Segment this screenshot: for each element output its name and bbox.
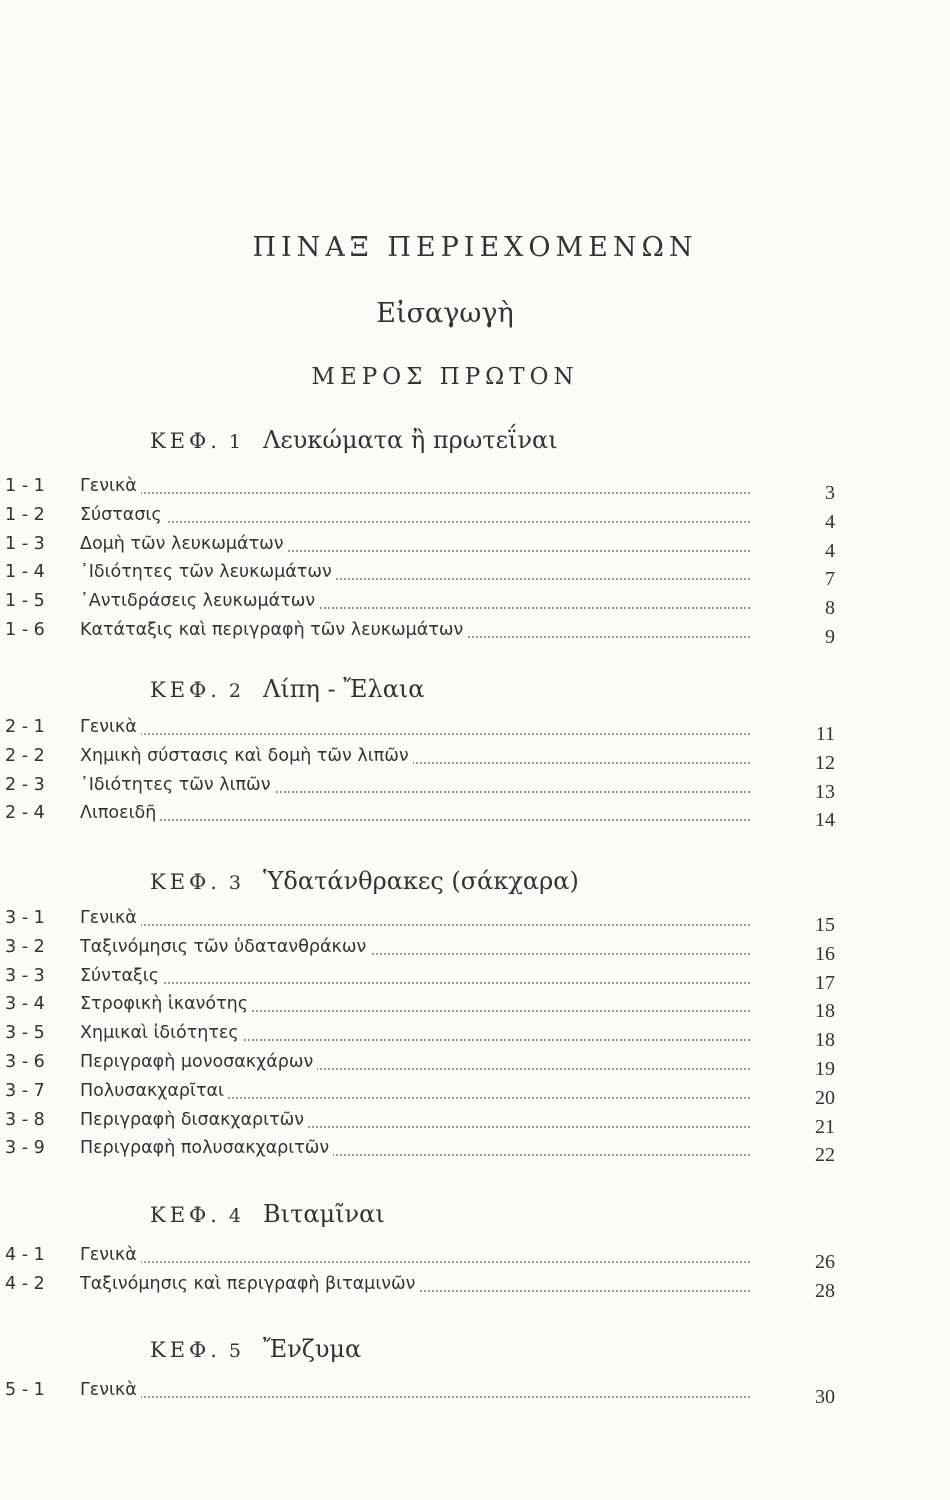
toc-entry	[0, 937, 950, 965]
section-number: 3 - 1	[5, 908, 45, 928]
chapter-title: Βιταμῖναι	[263, 1200, 385, 1228]
section-number: 2 - 4	[5, 803, 45, 824]
dot-leader	[80, 1261, 750, 1263]
section-number: 3 - 4	[5, 994, 45, 1015]
toc-entry	[0, 1380, 950, 1408]
section-title: Περιγραφὴ μονοσακχάρων	[80, 1052, 317, 1072]
chapter-heading	[150, 1200, 385, 1228]
section-number: 3 - 8	[5, 1109, 45, 1130]
toc-entry	[0, 562, 950, 590]
dot-leader	[80, 819, 750, 821]
page-number: 13	[815, 780, 835, 803]
chapter-label: ΚΕΦ.	[150, 870, 221, 894]
page-number: 22	[815, 1144, 835, 1167]
page-number: 18	[815, 1000, 835, 1023]
section-title: ᾿Ιδιότητες τῶν λιπῶν	[80, 775, 274, 795]
chapter-heading	[150, 1335, 361, 1363]
chapter-heading	[150, 867, 579, 895]
chapter-label: ΚΕΦ.	[150, 429, 221, 453]
chapter-label: ΚΕΦ.	[150, 678, 221, 702]
toc-entry	[0, 966, 950, 994]
section-title: Ταξινόμησις τῶν ὑδατανθράκων	[80, 937, 370, 957]
section-number: 1 - 4	[5, 562, 45, 583]
page-number: 9	[825, 626, 835, 648]
section-title: Γενικὰ	[80, 717, 141, 737]
chapter-title: Ἔνζυμα	[263, 1335, 362, 1363]
chapter-label: ΚΕΦ.	[150, 1338, 221, 1362]
toc-entry	[0, 1052, 950, 1080]
toc-entry	[0, 908, 950, 936]
section-title: Περιγραφὴ δισακχαριτῶν	[80, 1110, 308, 1130]
toc-entry	[0, 994, 950, 1022]
section-title: ᾿Αντιδράσεις λευκωμάτων	[80, 591, 319, 611]
section-number: 1 - 2	[5, 504, 45, 525]
section-number: 2 - 3	[5, 774, 45, 795]
toc-entry	[0, 534, 950, 562]
chapter-number: 5	[228, 1340, 242, 1362]
toc-entry	[0, 1138, 950, 1166]
chapter-title: Λίπη - Ἔλαια	[263, 675, 425, 703]
section-number: 2 - 2	[5, 745, 45, 766]
section-title: Ταξινόμησις καὶ περιγραφὴ βιταμινῶν	[80, 1274, 419, 1294]
dot-leader	[80, 982, 750, 984]
page-number: 7	[825, 568, 835, 591]
chapter-number: 1	[228, 431, 242, 453]
chapter-label: ΚΕΦ.	[150, 1203, 221, 1227]
part-heading: ΜΕΡΟΣ ΠΡΩΤΟΝ	[311, 364, 579, 390]
page-number: 17	[815, 971, 835, 994]
dot-leader	[80, 521, 750, 523]
chapter-title: Λευκώματα ἢ πρωτεΐναι	[263, 426, 558, 454]
section-title: Χημικαὶ ἰδιότητες	[80, 1023, 243, 1043]
chapter-heading	[150, 675, 425, 703]
toc-entry	[0, 476, 950, 504]
chapter-number: 3	[228, 872, 242, 894]
toc-entry	[0, 1110, 950, 1138]
section-title: Δομὴ τῶν λευκωμάτων	[80, 534, 288, 554]
toc-entry	[0, 746, 950, 774]
section-title: Λιποειδῆ	[80, 803, 160, 823]
toc-entry	[0, 591, 950, 619]
page-number: 18	[815, 1029, 835, 1052]
section-number: 5 - 1	[5, 1380, 45, 1400]
section-title: Σύνταξις	[80, 966, 163, 986]
section-number: 4 - 1	[5, 1245, 45, 1265]
section-number: 3 - 5	[5, 1023, 45, 1044]
toc-entry	[0, 505, 950, 533]
section-number: 4 - 2	[5, 1273, 45, 1294]
toc-entry	[0, 1023, 950, 1051]
page-number: 3	[825, 482, 835, 504]
section-title: Πολυσακχαρῖται	[80, 1081, 228, 1101]
page-number: 8	[825, 597, 835, 620]
section-number: 3 - 9	[5, 1138, 45, 1159]
section-title: Κατάταξις καὶ περιγραφὴ τῶν λευκωμάτων	[80, 620, 467, 640]
page-number: 30	[815, 1386, 835, 1408]
section-title: Σύστασις	[80, 505, 166, 525]
toc-entry	[0, 717, 950, 745]
toc-entry	[0, 775, 950, 803]
section-title: ᾿Ιδιότητες τῶν λευκωμάτων	[80, 562, 336, 582]
section-title: Περιγραφὴ πολυσακχαριτῶν	[80, 1138, 333, 1158]
section-number: 3 - 3	[5, 965, 45, 986]
page-number: 15	[815, 914, 835, 936]
section-number: 1 - 1	[5, 476, 45, 496]
toc-entry	[0, 803, 950, 831]
section-title: Γενικὰ	[80, 1245, 141, 1265]
section-title: Γενικὰ	[80, 908, 141, 928]
page-number: 28	[815, 1279, 835, 1302]
section-title: Γενικὰ	[80, 1380, 141, 1400]
page-number: 4	[825, 539, 835, 562]
dot-leader	[80, 924, 750, 926]
page-number: 14	[815, 809, 835, 832]
chapter-number: 4	[228, 1205, 242, 1227]
section-title: Στροφικὴ ἱκανότης	[80, 994, 252, 1014]
section-number: 3 - 2	[5, 936, 45, 957]
toc-entry	[0, 620, 950, 648]
chapter-heading	[150, 426, 558, 454]
page-number: 19	[815, 1058, 835, 1080]
toc-entry	[0, 1081, 950, 1109]
dot-leader	[80, 733, 750, 735]
section-number: 1 - 3	[5, 533, 45, 554]
section-title: Χημικὴ σύστασις καὶ δομὴ τῶν λιπῶν	[80, 746, 413, 766]
section-title: Γενικὰ	[80, 476, 141, 496]
page-number: 4	[825, 510, 835, 533]
section-number: 3 - 6	[5, 1052, 45, 1072]
page-number: 11	[815, 723, 835, 745]
chapter-title: Ὑδατάνθρακες (σάκχαρα)	[263, 867, 579, 895]
page-title: ΠΙΝΑΞ ΠΕΡΙΕΧΟΜΕΝΩΝ	[252, 232, 698, 263]
page-number: 12	[815, 751, 835, 774]
page-number: 26	[815, 1251, 835, 1273]
toc-entry	[0, 1274, 950, 1302]
page-number: 20	[815, 1086, 835, 1109]
chapter-number: 2	[228, 680, 242, 702]
dot-leader	[80, 492, 750, 494]
section-number: 3 - 7	[5, 1080, 45, 1101]
page-number: 16	[815, 942, 835, 965]
toc-entry	[0, 1245, 950, 1273]
dot-leader	[80, 1396, 750, 1398]
section-number: 1 - 6	[5, 620, 45, 640]
section-number: 1 - 5	[5, 591, 45, 612]
section-number: 2 - 1	[5, 717, 45, 737]
page-number: 21	[815, 1115, 835, 1138]
introduction-heading: Εἰσαγωγὴ	[376, 298, 514, 329]
